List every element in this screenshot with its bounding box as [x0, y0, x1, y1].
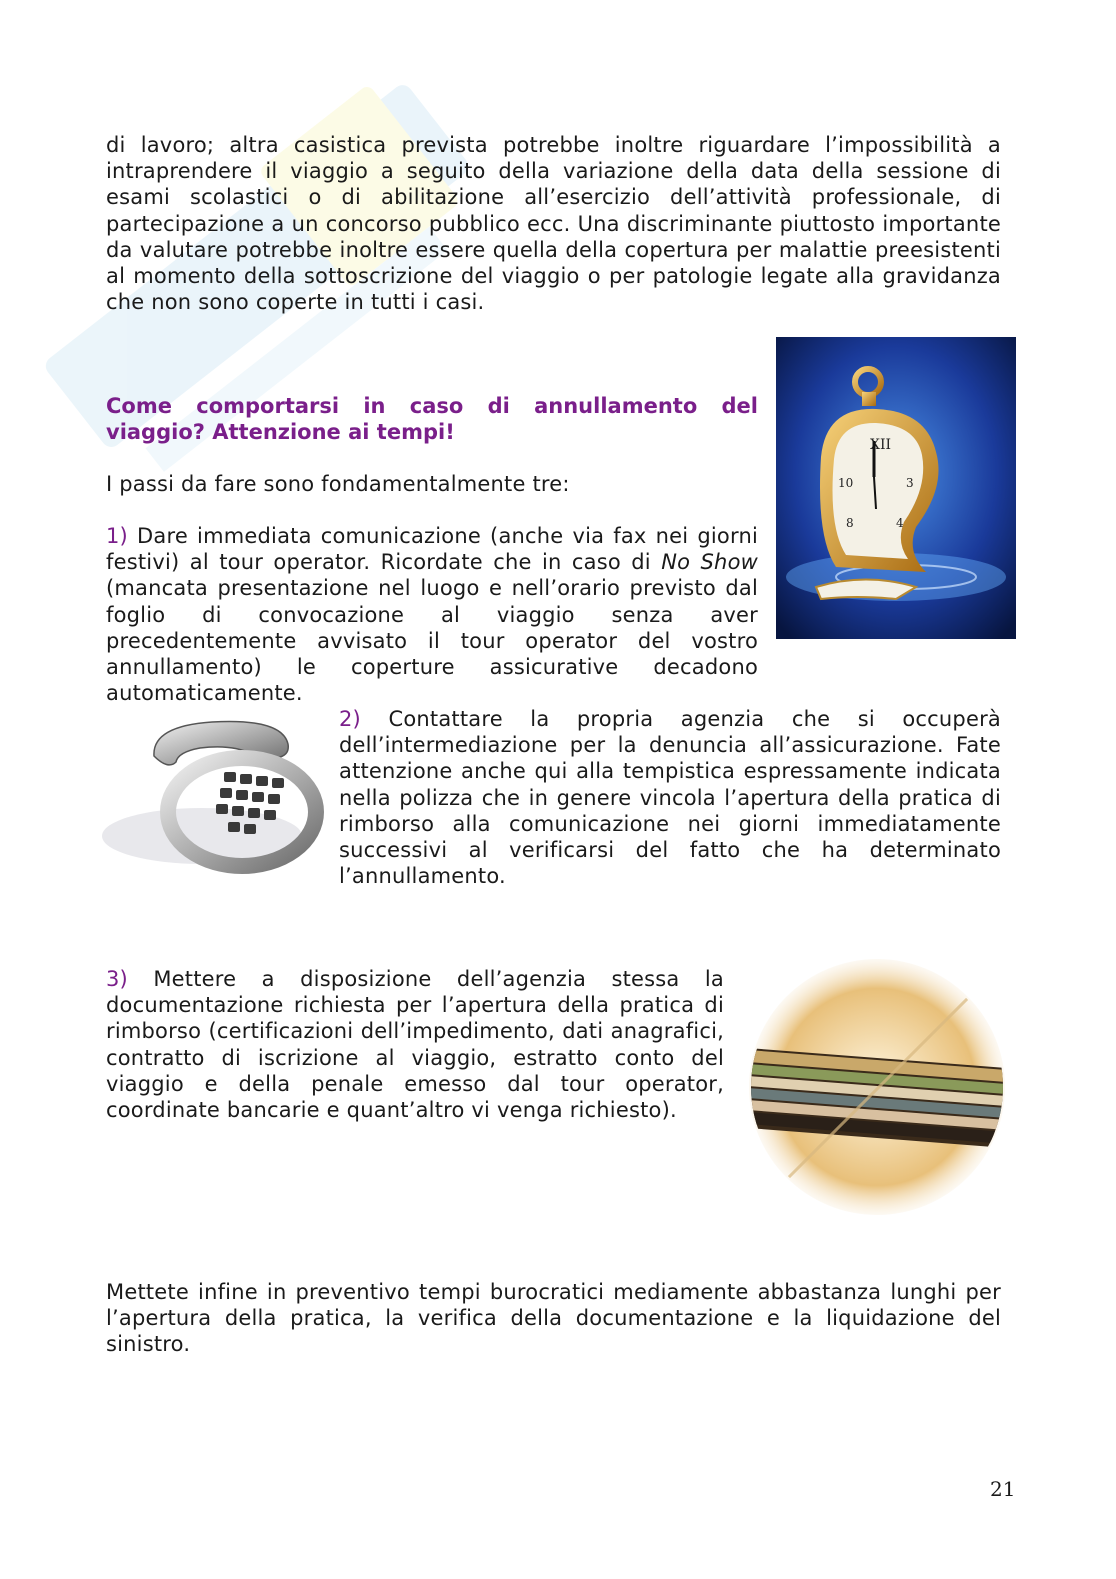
intro-paragraph: di lavoro; altra casistica prevista potrebbe inoltre riguardare l’impossibilità a intraprendere il viaggio a seguito della variazione della data della sessione di esami scolastici o di abilitazione all’esercizio dell’attività professionale, di partecipazione a un concorso pubblico ecc. Una discriminante piuttosto importante da valutare potrebbe inoltre essere quella della copertura per malattie preesistenti al momento della sottoscrizione del viaggio o per patologie legate alla gravidanza che non sono coperte in tutti i casi.: [106, 133, 1001, 315]
section-heading: Come comportarsi in caso di annullamento del viaggio? Attenzione ai tempi!: [106, 394, 758, 445]
step-1-text-b: (mancata presentazione nel luogo e nell’orario previsto dal foglio di convocazione al viaggio senza aver precedentemente avvisato il tour operator del vostro annullamento) le coperture assicurative decadono automaticamente.: [106, 576, 758, 706]
final-paragraph: Mettete infine in preventivo tempi burocratici mediamente abbastanza lunghi per l’apertura della pratica, la verifica della documentazione e la liquidazione del sinistro.: [106, 1280, 1001, 1357]
step-2-number: 2): [339, 707, 361, 731]
step-1-italic: No Show: [661, 550, 758, 575]
step-1-text-a: Dare immediata comunicazione (anche via fax nei giorni festivi) al tour operator. Ricordate che in caso di: [106, 524, 758, 575]
telephone-image: [92, 708, 324, 880]
step-3-number: 3): [106, 967, 128, 991]
step-2-text: Contattare la propria agenzia che si occuperà dell’intermediazione per la denuncia all’assicurazione. Fate attenzione anche qui alla tempistica espressamente indicata nella polizza che in genere vincola l’apertura della pratica di rimborso alla comunicazione nei giorni immediatamente successivi al verificarsi del fatto che ha determinato l’annullamento.: [339, 707, 1001, 889]
svg-text:10: 10: [838, 476, 854, 490]
step-1-paragraph: [106, 523, 758, 706]
svg-text:XII: XII: [870, 437, 892, 453]
step-3-text: Mettere a disposizione dell’agenzia stessa la documentazione richiesta per l’apertura della pratica di rimborso (certificazioni dell’impedimento, dati anagrafici, contratto di iscrizione al viaggio, estratto conto del viaggio e della penale emesso dal tour operator, coordinate bancarie e quant’altro vi venga richiesto).: [106, 967, 724, 1123]
page-number: 21: [990, 1477, 1016, 1501]
documents-image: [748, 958, 1006, 1216]
step-3-paragraph: [106, 966, 724, 1123]
step-2-paragraph: [339, 706, 1001, 889]
melting-clock-image: [776, 337, 1016, 639]
steps-intro-paragraph: I passi da fare sono fondamentalmente tre:: [106, 472, 570, 496]
step-1-number: 1): [106, 524, 128, 548]
svg-text:4: 4: [896, 516, 904, 530]
svg-text:3: 3: [906, 476, 914, 490]
svg-text:8: 8: [846, 516, 854, 530]
